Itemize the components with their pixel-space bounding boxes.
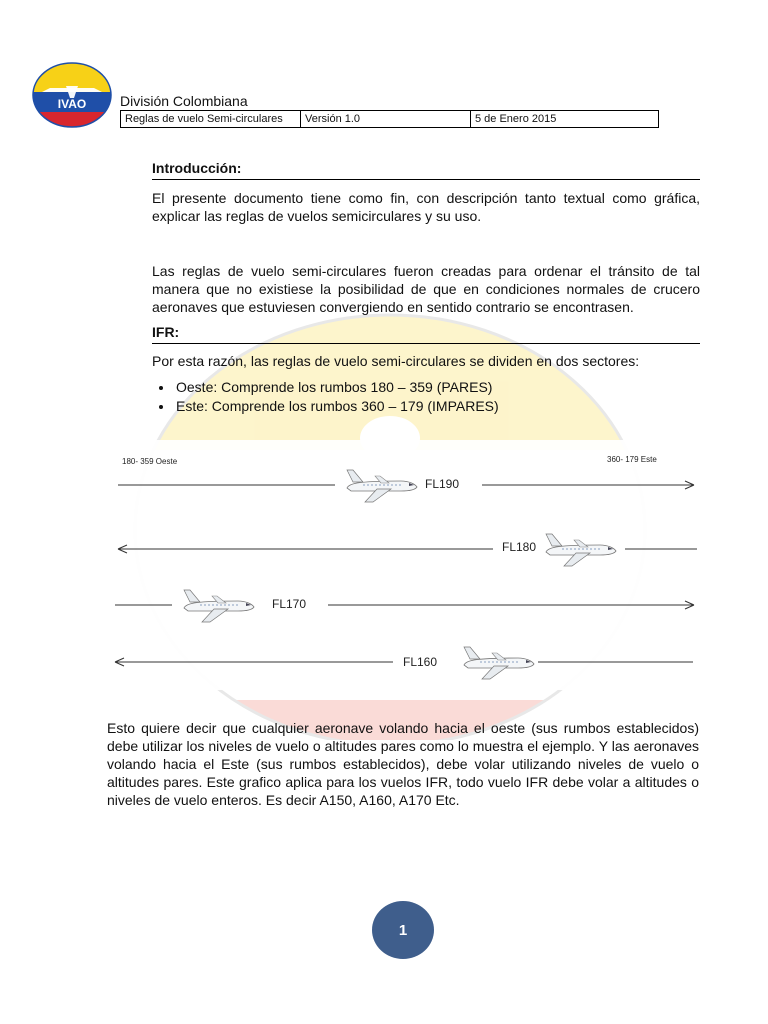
east-label: 360- 179 Este [607, 455, 657, 464]
sector-item-east: • Este: Comprende los rumbos 360 – 179 (IMPARES) [174, 397, 499, 416]
ifr-heading: IFR: [152, 324, 700, 344]
explanation-paragraph: Esto quiere decir que cualquier aeronave volando hacia el oeste (sus rumbos establecidos) debe utilizar los niveles de vuelo o altitudes pares como lo muestra el ejemplo. Y las aeronaves volando hacia el Este (sus rumbos establecidos), debe volar utilizando niveles de vuelo o altitudes pares. Este grafico aplica para los vuelos IFR, todo vuelo IFR debe volar a altitudes o niveles de vuelo enteros. Es decir A150, A160, A170 Etc. [107, 720, 699, 808]
header-table [120, 110, 659, 128]
sector-item-west: • Oeste: Comprende los rumbos 180 – 359 (PARES) [174, 378, 499, 397]
page-number-badge [372, 901, 434, 959]
level-label: FL170 [272, 597, 307, 611]
division-title: División Colombiana [120, 93, 248, 109]
intro-paragraph-1: El presente documento tiene como fin, con descripción tanto textual como gráfica, explicar las reglas de vuelos semicirculares y su uso. [152, 190, 700, 224]
doc-title-cell: Reglas de vuelo Semi-circulares [121, 111, 301, 127]
west-label: 180- 359 Oeste [122, 457, 178, 466]
intro-paragraph-2: Las reglas de vuelo semi-circulares fueron creadas para ordenar el tránsito de tal manera que no existiese la posibilidad de que en condiciones normales de crucero aeronaves que estuviesen convergiendo en sentido contrario se encontrasen. [152, 263, 700, 315]
logo-text: IVAO [57, 97, 87, 111]
level-label: FL190 [425, 477, 460, 491]
ifr-paragraph: Por esta razón, las reglas de vuelo semi-circulares se dividen en dos sectores: [152, 353, 640, 369]
intro-heading: Introducción: [152, 160, 700, 180]
flight-level-diagram [110, 440, 710, 690]
level-label: FL160 [403, 655, 438, 669]
sector-list [152, 378, 499, 416]
version-cell: Versión 1.0 [301, 111, 471, 127]
ivao-logo [32, 62, 112, 128]
level-label: FL180 [502, 540, 537, 554]
date-cell: 5 de Enero 2015 [475, 113, 557, 125]
page-number: 1 [398, 921, 408, 939]
